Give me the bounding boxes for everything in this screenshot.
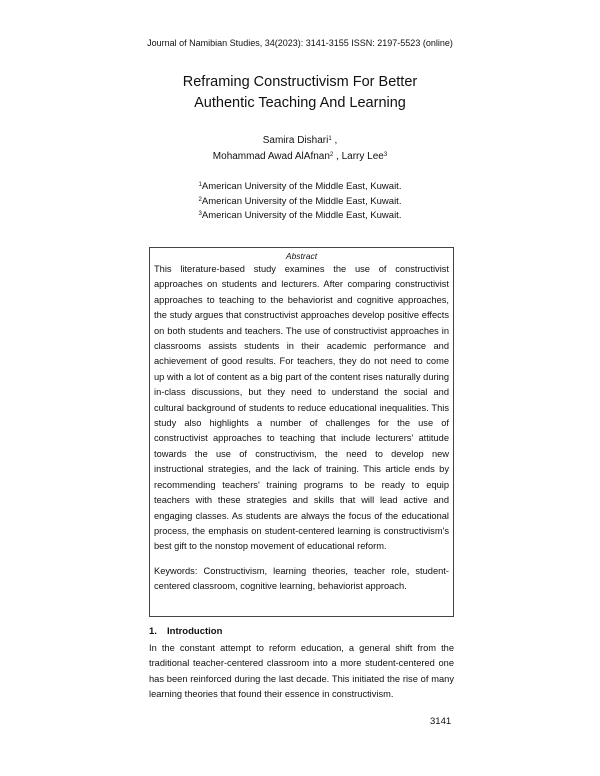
author-line-2: [0, 149, 600, 165]
section-number: 1.: [149, 626, 157, 637]
affiliation-1-text: American University of the Middle East, Kuwait.: [201, 181, 402, 192]
affiliation-3: [0, 209, 600, 224]
abstract-box: [149, 247, 454, 617]
author-3-name: , Larry Lee: [333, 151, 384, 162]
affiliation-2-text: American University of the Middle East, Kuwait.: [201, 195, 402, 207]
journal-header: [0, 38, 600, 48]
affiliation-3-text: American University of the Middle East, Kuwait.: [201, 210, 402, 221]
author-line-1: [0, 133, 600, 149]
affiliation-2: [0, 195, 600, 210]
title-line-2: Authentic Teaching And Learning: [194, 95, 406, 111]
paper-title: [0, 72, 600, 114]
author-2-sup: 2: [329, 152, 334, 158]
affiliation-2-sup: 2: [198, 196, 202, 203]
section-heading: [149, 626, 222, 637]
affiliations: [0, 180, 600, 224]
section-title: Introduction: [167, 626, 223, 637]
abstract-heading: Abstract: [285, 251, 318, 261]
keywords: Keywords: Constructivism, learning theories, teacher role, student-centered classroom, cognitive learning, behaviorist approach.: [154, 565, 449, 592]
author-3-sup: 3: [383, 152, 388, 158]
author-1-sup: 1: [328, 136, 332, 142]
author-1-name: Samira Dishari: [262, 135, 329, 146]
affiliation-1: [0, 180, 600, 195]
journal-line: Journal of Namibian Studies, 34(2023): 3141-3155 ISSN: 2197-5523 (online): [147, 38, 453, 48]
author-2-name: Mohammad Awad AlAfnan: [212, 151, 330, 162]
affiliation-3-sup: 3: [198, 211, 202, 217]
title-line-1: Reframing Constructivism For Better: [182, 74, 418, 90]
abstract-text: This literature-based study examines the use of constructivist approaches on students and lecturers. After comparing constructivist approaches to teaching to the behaviorist and cognitive approaches, the study argues that constructivist approaches develop positive effects on both students and teachers. The use of constructivist approaches in classrooms assists students in their academic performance and achievement of good results. For teachers, they do not need to come up with a lot of content as a big part of the content rises naturally during in-class discussions, but they need to understand the social and cultural background of students to reduce educational inequalities. This study also highlights a number of challenges for the use of constructivist approaches to teaching that include lecturers' attitude towards the use of constructivism, the need to develop new instructional strategies, and the lack of training. This article ends by recommending teachers' training programs to be ready to equip teachers with these strategies and skills that will lead active and engaging classes. As students are always the focus of the educational process, the emphasis on student-centered learning is constructivism's best gift to the nonstop movement of educational reform.: [154, 264, 449, 552]
authors-block: [0, 133, 600, 165]
author-1-suffix: ,: [331, 135, 338, 146]
affiliation-1-sup: 1: [198, 182, 202, 188]
introduction-text: In the constant attempt to reform education, a general shift from the traditional teacher-centered classroom into a more student-centered one has been reinforced during the last decade. This initiated the rise of many learning theories that found their essence in constructivism.: [149, 643, 454, 700]
page-number: 3141: [430, 716, 452, 727]
